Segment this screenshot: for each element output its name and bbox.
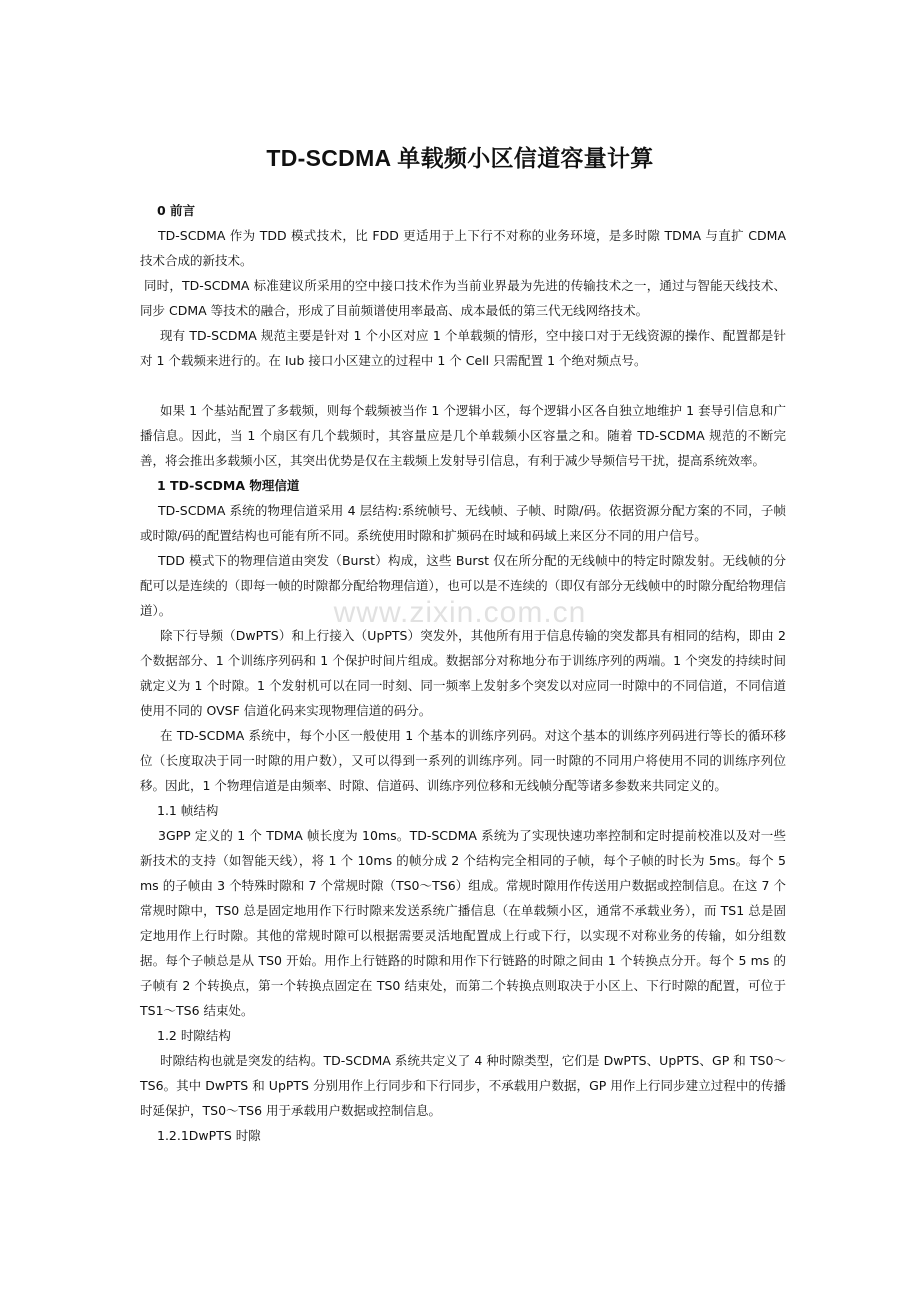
paragraph: 现有 TD-SCDMA 规范主要是针对 1 个小区对应 1 个单载频的情形，空中接口对于无线资源的操作、配置都是针对 1 个载频来进行的。在 Iub 接口小区建立的过程中 1 个 Cell 只需配置 1 个绝对频点号。 <box>140 328 786 368</box>
paragraph: 如果 1 个基站配置了多载频，则每个载频被当作 1 个逻辑小区，每个逻辑小区各自独立地维护 1 套导引信息和广播信息。因此，当 1 个扇区有几个载频时，其容量应是几个单载频小区容量之和。随着 TD-SCDMA 规范的不断完善，将会推出多载频小区，其突出优势是仅在主载频上发射导引信息，有利于减少导频信号干扰，提高系统效率。 <box>140 403 786 468</box>
paragraph: TD-SCDMA 作为 TDD 模式技术，比 FDD 更适用于上下行不对称的业务环境，是多时隙 TDMA 与直扩 CDMA 技术合成的新技术。 <box>140 228 786 268</box>
section-heading-physical-channel: 1 TD-SCDMA 物理信道 <box>157 478 300 493</box>
paragraph: TDD 模式下的物理信道由突发（Burst）构成，这些 Burst 仅在所分配的无线帧中的特定时隙发射。无线帧的分配可以是连续的（即每一帧的时隙都分配给物理信道），也可以是不连续的（即仅有部分无线帧中的时隙分配给物理信道）。 <box>140 553 786 618</box>
paragraph: 3GPP 定义的 1 个 TDMA 帧长度为 10ms。TD-SCDMA 系统为了实现快速功率控制和定时提前校准以及对一些新技术的支持（如智能天线），将 1 个 10ms 的帧分成 2 个结构完全相同的子帧，每个子帧的时长为 5ms。每个 5 ms 的子帧由 3 个特殊时隙和 7 个常规时隙（TS0～TS6）组成。常规时隙用作传送用户数据或控制信息。在这 7 个常规时隙中，TS0 总是固定地用作下行时隙来发送系统广播信息（在单载频小区，通常不承载业务），而 TS1 总是固定地用作上行时隙。其他的常规时隙可以根据需要灵活地配置成上行或下行，以实现不对称业务的传输，如分组数据。每个子帧总是从 TS0 开始。用作上行链路的时隙和用作下行链路的时隙之间由 1 个转换点分开。每个 5 ms 的子帧有 2 个转换点，第一个转换点固定在 TS0 结束处，而第二个转换点则取决于小区上、下行时隙的配置，可位于 TS1～TS6 结束处。 <box>140 828 786 1018</box>
paragraph: TD-SCDMA 系统的物理信道采用 4 层结构:系统帧号、无线帧、子帧、时隙/码。依据资源分配方案的不同，子帧或时隙/码的配置结构也可能有所不同。系统使用时隙和扩频码在时域和码域上来区分不同的用户信号。 <box>140 503 786 543</box>
paragraph: 在 TD-SCDMA 系统中，每个小区一般使用 1 个基本的训练序列码。对这个基本的训练序列码进行等长的循环移位（长度取决于同一时隙的用户数），又可以得到一系列的训练序列。同一时隙的不同用户将使用不同的训练序列位移。因此，1 个物理信道是由频率、时隙、信道码、训练序列位移和无线帧分配等诸多参数来共同定义的。 <box>140 728 786 793</box>
section-heading-frame-structure: 1.1 帧结构 <box>157 803 219 818</box>
section-heading-dwpts: 1.2.1DwPTS 时隙 <box>157 1128 261 1143</box>
paragraph: 除下行导频（DwPTS）和上行接入（UpPTS）突发外，其他所有用于信息传输的突发都具有相同的结构，即由 2 个数据部分、1 个训练序列码和 1 个保护时间片组成。数据部分对称地分布于训练序列的两端。1 个突发的持续时间就定义为 1 个时隙。1 个发射机可以在同一时刻、同一频率上发射多个突发以对应同一时隙中的不同信道，不同信道使用不同的 OVSF 信道化码来实现物理信道的码分。 <box>140 628 786 718</box>
paragraph: 同时，TD-SCDMA 标准建议所采用的空中接口技术作为当前业界最为先进的传输技术之一，通过与智能天线技术、同步 CDMA 等技术的融合，形成了目前频谱使用率最高、成本最低的第三代无线网络技术。 <box>140 278 786 318</box>
paragraph-gap <box>140 373 786 398</box>
paragraph: 时隙结构也就是突发的结构。TD-SCDMA 系统共定义了 4 种时隙类型，它们是 DwPTS、UpPTS、GP 和 TS0～TS6。其中 DwPTS 和 UpPTS 分别用作上行同步和下行同步，不承载用户数据，GP 用作上行同步建立过程中的传播时延保护，TS0～TS6 用于承载用户数据或控制信息。 <box>140 1053 786 1118</box>
watermark: www.zixin.com.cn <box>333 596 587 629</box>
document-title: TD-SCDMA 单载频小区信道容量计算 <box>266 145 654 171</box>
document-body <box>140 198 786 1148</box>
section-heading-preface: 0 前言 <box>157 203 196 218</box>
section-heading-timeslot-structure: 1.2 时隙结构 <box>157 1028 231 1043</box>
